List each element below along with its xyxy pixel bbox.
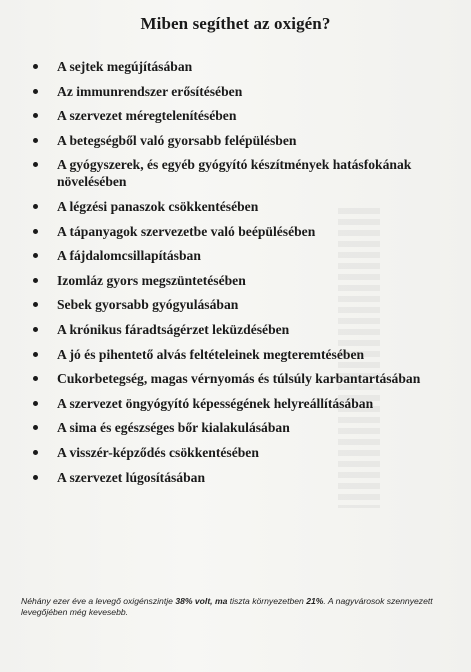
page-title: Miben segíthet az oxigén?: [140, 14, 331, 33]
list-item: [28, 272, 448, 289]
footnote-text: . A nagyvárosok szennyezett levegőjében még kevesebb.: [21, 596, 433, 617]
bullet-icon: [33, 229, 38, 234]
list-item-text: Izomláz gyors megszüntetésében: [57, 272, 246, 288]
bullet-icon: [33, 89, 38, 94]
list-item: [28, 156, 448, 190]
list-item-text: A krónikus fáradtságérzet leküzdésében: [57, 321, 290, 337]
list-item: [28, 444, 448, 461]
footnote-emphasis: 38% volt, ma: [175, 596, 228, 606]
bullet-icon: [33, 352, 38, 357]
bullet-icon: [33, 204, 38, 209]
list-item: [28, 296, 448, 313]
list-item: [28, 321, 448, 338]
bullet-icon: [33, 376, 38, 381]
list-item: [28, 395, 448, 412]
footnote-emphasis: 21%: [306, 596, 324, 606]
list-item-text: A gyógyszerek, és egyéb gyógyító készítmények hatásfokának növelésében: [57, 157, 412, 190]
list-item: [28, 107, 448, 124]
bullet-icon: [33, 113, 38, 118]
list-item-text: A sima és egészséges bőr kialakulásában: [57, 420, 290, 436]
list-item-text: A betegségből való gyorsabb felépülésben: [57, 132, 297, 148]
list-item: [28, 469, 448, 486]
bullet-icon: [33, 253, 38, 258]
bullet-icon: [33, 401, 38, 406]
list-item-text: Cukorbetegség, magas vérnyomás és túlsúly karbantartásában: [57, 371, 421, 387]
bullet-icon: [33, 138, 38, 143]
benefits-list: [28, 58, 448, 493]
list-item: [28, 58, 448, 75]
bullet-icon: [33, 327, 38, 332]
footnote: [21, 596, 451, 618]
list-item-text: A fájdalomcsillapításban: [57, 248, 201, 264]
bullet-icon: [33, 475, 38, 480]
bullet-icon: [33, 425, 38, 430]
bullet-icon: [33, 450, 38, 455]
list-item-text: A szervezet öngyógyító képességének helyreállításában: [57, 395, 374, 411]
list-item-text: Az immunrendszer erősítésében: [57, 83, 243, 99]
list-item: [28, 419, 448, 436]
list-item: [28, 83, 448, 100]
list-item: [28, 247, 448, 264]
list-item: [28, 198, 448, 215]
list-item: [28, 370, 448, 387]
list-item-text: A sejtek megújításában: [57, 59, 193, 74]
list-item-text: A visszér-képződés csökkentésében: [57, 444, 259, 460]
list-item: [28, 132, 448, 149]
list-item-text: A szervezet lúgosításában: [57, 469, 206, 485]
list-item-text: A tápanyagok szervezetbe való beépülésében: [57, 223, 316, 239]
footnote-text: Néhány ezer éve a levegő oxigénszintje: [21, 596, 176, 606]
list-item: [28, 346, 448, 363]
bullet-icon: [33, 162, 38, 167]
list-item-text: A szervezet méregtelenítésében: [57, 108, 237, 124]
bullet-icon: [33, 64, 38, 69]
footnote-text: tiszta környezetben: [227, 596, 307, 606]
list-item-text: A jó és pihentető alvás feltételeinek megteremtésében: [57, 346, 365, 362]
list-item: [28, 223, 448, 240]
list-item-text: Sebek gyorsabb gyógyulásában: [57, 297, 239, 313]
bullet-icon: [33, 302, 38, 307]
list-item-text: A légzési panaszok csökkentésében: [57, 198, 259, 214]
bullet-icon: [33, 278, 38, 283]
